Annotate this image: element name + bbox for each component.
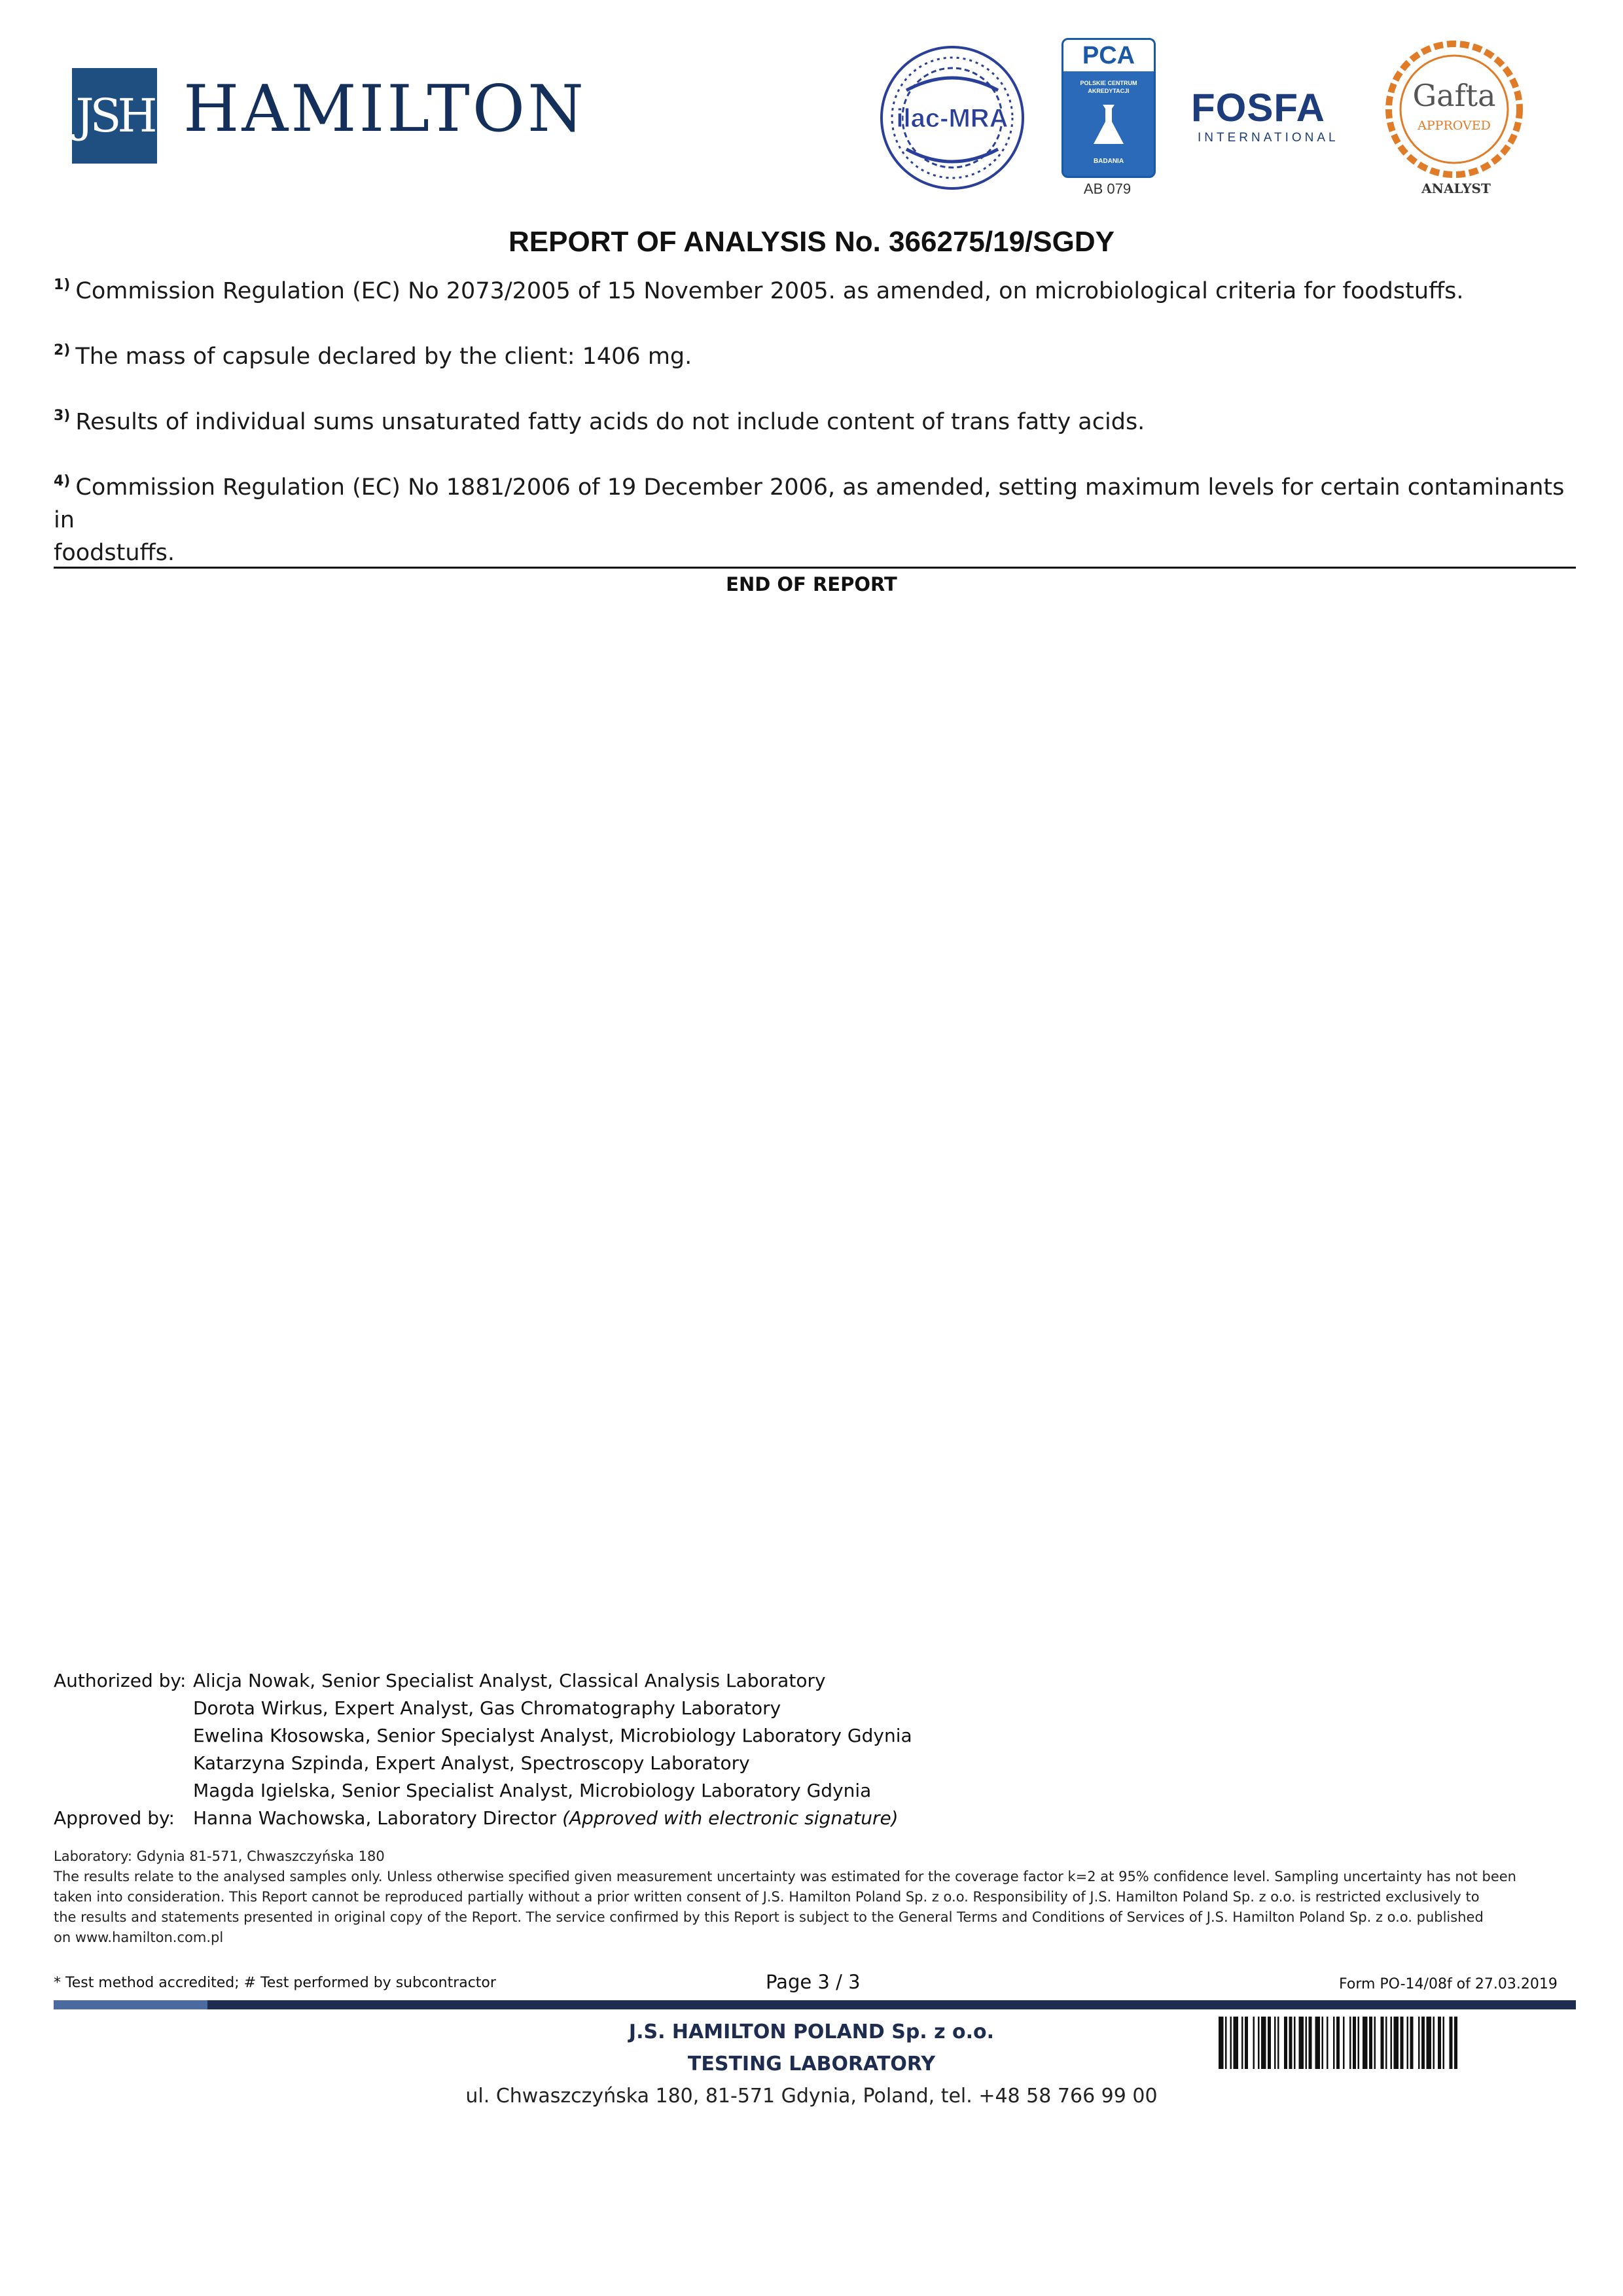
footnote-mark: 1) bbox=[54, 277, 71, 293]
pca-accreditation-code: AB 079 bbox=[1083, 181, 1132, 197]
barcode-bar bbox=[1299, 2017, 1304, 2069]
footnote-mark: 4) bbox=[54, 473, 71, 489]
report-title: REPORT OF ANALYSIS No. 366275/19/SGDY bbox=[508, 226, 1115, 258]
barcode-bar bbox=[1407, 2017, 1409, 2069]
gafta-name: Gafta bbox=[1412, 78, 1496, 113]
barcode-bar bbox=[1438, 2017, 1441, 2069]
gafta-approved: APPROVED bbox=[1418, 118, 1491, 133]
barcode-bar bbox=[1349, 2017, 1351, 2069]
pca-badania: BADANIA bbox=[1093, 158, 1124, 165]
authorized-person: Magda Igielska, Senior Specialist Analyst, Microbiology Laboratory Gdynia bbox=[193, 1780, 872, 1801]
footnote-text: Commission Regulation (EC) No 1881/2006 of 19 December 2006, as amended, setting maximum levels for certain contaminants in bbox=[54, 474, 1565, 533]
barcode-bar bbox=[1333, 2017, 1335, 2069]
barcode-bar bbox=[1274, 2017, 1276, 2069]
footer-legend: * Test method accredited; # Test performed by subcontractor bbox=[54, 1975, 496, 1991]
footnote-4 bbox=[54, 471, 1572, 569]
barcode-bar bbox=[1353, 2017, 1356, 2069]
gafta-approved-logo bbox=[1384, 39, 1525, 180]
footnote-text: Commission Regulation (EC) No 2073/2005 of 15 November 2005. as amended, on microbiological criteria for foodstuffs. bbox=[75, 278, 1464, 304]
barcode-bar bbox=[1268, 2017, 1271, 2069]
barcode-bar bbox=[1418, 2017, 1420, 2069]
barcode-bar bbox=[1394, 2017, 1399, 2069]
barcode-bar bbox=[1421, 2017, 1425, 2069]
barcode-bar bbox=[1400, 2017, 1404, 2069]
barcode-bar bbox=[1369, 2017, 1372, 2069]
barcode-bar bbox=[1289, 2017, 1293, 2069]
hamilton-logo-mark bbox=[72, 68, 157, 164]
form-reference: Form PO-14/08f of 27.03.2019 bbox=[1339, 1976, 1558, 1992]
footnote-text: The mass of capsule declared by the client: 1406 mg. bbox=[75, 344, 692, 370]
barcode-bar bbox=[1427, 2017, 1432, 2069]
flask-icon bbox=[1090, 102, 1128, 149]
barcode-bar bbox=[1327, 2017, 1329, 2069]
authorized-by-label: Authorized by: bbox=[54, 1670, 187, 1691]
authorized-person: Dorota Wirkus, Expert Analyst, Gas Chromatography Laboratory bbox=[193, 1697, 781, 1719]
authorized-person: Ewelina Kłosowska, Senior Specialyst Analyst, Microbiology Laboratory Gdynia bbox=[193, 1725, 912, 1746]
barcode-bar bbox=[1343, 2017, 1345, 2069]
pca-logo bbox=[1061, 38, 1156, 178]
disclaimer-line: The results relate to the analysed samples only. Unless otherwise specified given measurement uncertainty was estimated for the coverage factor k=2 at 95% confidence level. Sampling uncertainty has not been bbox=[54, 1869, 1516, 1884]
pca-title: PCA bbox=[1063, 40, 1154, 71]
barcode-bar bbox=[1245, 2017, 1248, 2069]
footnote-2 bbox=[54, 340, 1572, 373]
disclaimer-line: the results and statements presented in original copy of the Report. The service confirmed by this Report is subject to the General Terms and Conditions of Services of J.S. Hamilton Poland Sp. z o.o. published bbox=[54, 1909, 1484, 1925]
barcode-bar bbox=[1381, 2017, 1384, 2069]
end-divider bbox=[54, 567, 1576, 569]
barcode-bar bbox=[1454, 2017, 1457, 2069]
barcode-bar bbox=[1258, 2017, 1260, 2069]
barcode-bar bbox=[1284, 2017, 1287, 2069]
footer-bar-accent bbox=[54, 2000, 207, 2009]
authorized-person: Katarzyna Szpinda, Expert Analyst, Spectroscopy Laboratory bbox=[193, 1752, 750, 1774]
barcode-bar bbox=[1261, 2017, 1266, 2069]
end-of-report: END OF REPORT bbox=[726, 573, 897, 595]
barcode-bar bbox=[1294, 2017, 1296, 2069]
barcode-bar bbox=[1306, 2017, 1308, 2069]
pca-subtitle-1: POLSKIE CENTRUM bbox=[1080, 80, 1137, 86]
barcode-bar bbox=[1443, 2017, 1445, 2069]
fosfa-logo-sub: INTERNATIONAL bbox=[1198, 131, 1339, 145]
footnote-mark: 2) bbox=[54, 342, 71, 359]
barcode-bar bbox=[1391, 2017, 1393, 2069]
barcode-bar bbox=[1336, 2017, 1340, 2069]
barcode-bar bbox=[1385, 2017, 1387, 2069]
barcode-bar bbox=[1358, 2017, 1360, 2069]
ilac-mra-logo bbox=[877, 39, 1027, 196]
footnote-1 bbox=[54, 275, 1572, 308]
footnote-3 bbox=[54, 406, 1572, 438]
pca-subtitle-2: AKREDYTACJI bbox=[1088, 88, 1130, 94]
footer-lab: TESTING LABORATORY bbox=[687, 2053, 936, 2075]
barcode-bar bbox=[1277, 2017, 1279, 2069]
barcode-bar bbox=[1450, 2017, 1453, 2069]
barcode-bar bbox=[1234, 2017, 1239, 2069]
authorized-person: Alicja Nowak, Senior Specialist Analyst, Classical Analysis Laboratory bbox=[193, 1670, 826, 1691]
barcode-bar bbox=[1374, 2017, 1376, 2069]
barcode bbox=[1219, 2017, 1559, 2069]
approved-note: (Approved with electronic signature) bbox=[562, 1807, 899, 1829]
ilac-text: ilac-MRA bbox=[896, 104, 1008, 133]
barcode-bar bbox=[1433, 2017, 1435, 2069]
footer-address: ul. Chwaszczyńska 180, 81-571 Gdynia, Poland, tel. +48 58 766 99 00 bbox=[465, 2085, 1158, 2108]
barcode-bar bbox=[1225, 2017, 1227, 2069]
approved-by-label: Approved by: bbox=[54, 1807, 175, 1829]
gafta-analyst-label: ANALYST bbox=[1421, 181, 1491, 196]
barcode-bar bbox=[1315, 2017, 1321, 2069]
footnote-text-continued: foodstuffs. bbox=[54, 540, 175, 566]
barcode-bar bbox=[1253, 2017, 1255, 2069]
footnote-mark: 3) bbox=[54, 408, 71, 424]
page-number: Page 3 / 3 bbox=[766, 1971, 861, 1993]
fosfa-logo-name: FOSFA bbox=[1191, 86, 1326, 130]
barcode-bar bbox=[1241, 2017, 1243, 2069]
barcode-bar bbox=[1322, 2017, 1324, 2069]
footer-company: J.S. HAMILTON POLAND Sp. z o.o. bbox=[628, 2021, 995, 2043]
footnote-text: Results of individual sums unsaturated fatty acids do not include content of trans fatty acids. bbox=[75, 409, 1145, 435]
footer-bar bbox=[54, 2000, 1576, 2009]
disclaimer-line: taken into consideration. This Report cannot be reproduced partially without a prior written consent of J.S. Hamilton Poland Sp. z o.o. Responsibility of J.S. Hamilton Poland Sp. z o.o. is restricted exclusively to bbox=[54, 1889, 1480, 1905]
laboratory-address: Laboratory: Gdynia 81-571, Chwaszczyńska 180 bbox=[54, 1848, 385, 1864]
approved-name: Hanna Wachowska, Laboratory Director bbox=[193, 1807, 563, 1829]
barcode-bar bbox=[1230, 2017, 1232, 2069]
barcode-bar bbox=[1410, 2017, 1414, 2069]
barcode-bar bbox=[1219, 2017, 1224, 2069]
barcode-bar bbox=[1309, 2017, 1312, 2069]
barcode-bar bbox=[1363, 2017, 1368, 2069]
company-logo-name: HAMILTON bbox=[183, 72, 586, 147]
disclaimer-line: on www.hamilton.com.pl bbox=[54, 1930, 224, 1945]
approved-person bbox=[193, 1805, 899, 1832]
logo-mark-text: JSH bbox=[75, 89, 154, 143]
